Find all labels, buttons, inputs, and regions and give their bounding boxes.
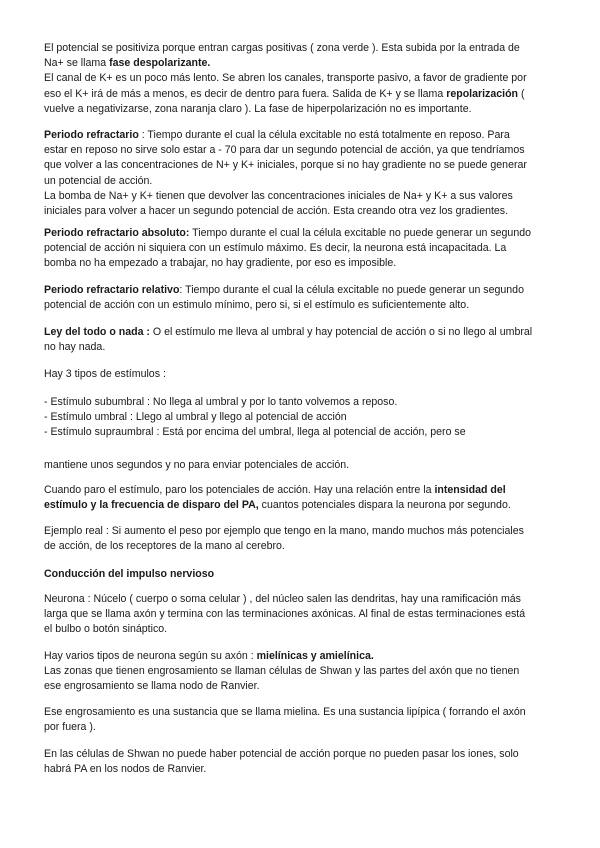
bold-term: repolarización	[446, 87, 519, 100]
bold-term: fase despolarizante.	[109, 57, 211, 70]
text-line: Neurona : Núcelo ( cuerpo o soma celular ) , del núcleo salen las dendritas, hay una ramificación más	[44, 593, 521, 605]
text-line: Periodo refractario relativo: Tiempo durante el cual la célula excitable no puede generar un segundo	[44, 284, 524, 296]
text-line: mantiene unos segundos y no para enviar potenciales de acción.	[44, 459, 350, 471]
text-line: El potencial se positiviza porque entran cargas positivas ( zona verde ). Esta subida por la entrada de	[44, 42, 520, 54]
list-item: - Estímulo supraumbral : Está por encima del umbral, llega al potencial de acción, pero se	[44, 426, 466, 439]
text-line: eso el K+ irá de más a menos, es decir de dentro para fuera. Salida de K+ y se llama repolarización (	[44, 87, 525, 100]
text-line: Hay 3 tipos de estímulos :	[44, 368, 166, 380]
list-item: - Estímulo umbral : Llego al umbral y llego al potencial de acción	[44, 411, 347, 424]
text-line: El canal de K+ es un poco más lento. Se abren los canales, transporte pasivo, a favor de gradiente por	[44, 72, 527, 85]
paragraph-depolarization	[44, 41, 559, 117]
paragraph-schwann	[44, 747, 559, 777]
text-line: En las células de Shwan no puede haber potencial de acción porque no pueden pasar los iones, solo	[44, 748, 519, 760]
text-line: iniciales para volver a hacer un segundo potencial de acción. Esta creando otra vez los gradientes.	[44, 205, 509, 218]
text-line: ese engrosamiento se llama nodo de Ranvier.	[44, 680, 260, 693]
text-line: habrá PA en los nodos de Ranvier.	[44, 763, 207, 776]
bold-term: Periodo refractario absoluto:	[44, 227, 190, 239]
text-line: estar en reposo no sirve solo estar a - 70 para dar un segundo potencial de acción, ya que tendríamos	[44, 144, 525, 157]
text-line: el bulbo o botón sináptico.	[44, 623, 168, 636]
text-line: bomba no ha empezado a trabajar, no hay gradiente, por eso es imposible.	[44, 257, 397, 270]
text-line: Hay varios tipos de neurona según su axón : mielínicas y amielínica.	[44, 650, 374, 662]
bold-term: Periodo refractario relativo	[44, 284, 180, 296]
stimulus-list	[44, 395, 559, 441]
text-line: Na+ se llama fase despolarizante.	[44, 57, 211, 70]
text-line: Ley del todo o nada : O el estímulo me lleva al umbral y hay potencial de acción o si no llego al umbral	[44, 326, 533, 338]
paragraph-relative-refractory	[44, 283, 559, 313]
list-item: - Estímulo subumbral : No llega al umbral y por lo tanto volvemos a reposo.	[44, 396, 398, 408]
text-line: larga que se llama axón y termina con las terminaciones axónicas. Al final de estas terminaciones está	[44, 608, 526, 621]
paragraph-example	[44, 524, 559, 554]
text-line: que volver a las concentraciones de N+ y K+ iniciales, porque si no hay gradiente no se puede generar	[44, 159, 527, 172]
bold-term: Ley del todo o nada :	[44, 326, 150, 338]
paragraph-continuation	[44, 458, 559, 473]
text-line: Periodo refractario : Tiempo durante el cual la célula excitable no está totalmente en reposo. Para	[44, 129, 510, 141]
heading-text: Conducción del impulso nervioso	[44, 568, 215, 580]
text-line: Periodo refractario absoluto: Tiempo durante el cual la célula excitable no puede generar un segundo	[44, 227, 531, 239]
bold-term: intensidad del	[434, 484, 506, 496]
paragraph-absolute-refractory	[44, 226, 559, 272]
text-line: Ejemplo real : Si aumento el peso por ejemplo que tengo en la mano, mando muchos más potenciales	[44, 525, 524, 537]
paragraph-myelin	[44, 705, 559, 735]
paragraph-refractory-period	[44, 128, 559, 219]
paragraph-all-or-nothing	[44, 325, 559, 355]
text-line: potencial de acción ni siquiera con un estímulo máximo. Es decir, la neurona está incapacitada. La	[44, 242, 507, 255]
paragraph-neuron	[44, 592, 559, 638]
bold-term: estímulo y la frecuencia de disparo del PA,	[44, 499, 259, 512]
text-line: Cuando paro el estímulo, paro los potenciales de acción. Hay una relación entre la intensidad del	[44, 484, 506, 496]
text-line: no hay nada.	[44, 341, 106, 354]
text-line: Las zonas que tienen engrosamiento se llaman células de Shwan y las partes del axón que no tienen	[44, 665, 520, 678]
paragraph-neuron-types	[44, 649, 559, 695]
text-line: de acción, de los receptores de la mano al cerebro.	[44, 540, 285, 553]
text-line: por fuera ).	[44, 721, 96, 734]
paragraph-stimulus-types	[44, 367, 559, 382]
paragraph-frequency	[44, 483, 559, 513]
bold-term: mielínicas y amielínica.	[256, 650, 374, 662]
section-heading	[44, 567, 559, 582]
text-line: vuelve a negativizarse, zona naranja claro ). La fase de hiperpolarización no es importante.	[44, 102, 472, 115]
text-line: La bomba de Na+ y K+ tienen que devolver las concentraciones iniciales de Na+ y K+ a sus valores	[44, 189, 513, 202]
text-line: Ese engrosamiento es una sustancia que se llama mielina. Es una sustancia lipípica ( forrando el axón	[44, 706, 526, 718]
bold-term: Periodo refractario	[44, 129, 139, 141]
text-line: un potencial de acción.	[44, 174, 153, 187]
text-line: estímulo y la frecuencia de disparo del PA, cuantos potenciales dispara la neurona por segundo.	[44, 499, 511, 512]
text-line: potencial de acción con un estimulo mínimo, pero si, si el estímulo es suficientemente alto.	[44, 299, 470, 312]
